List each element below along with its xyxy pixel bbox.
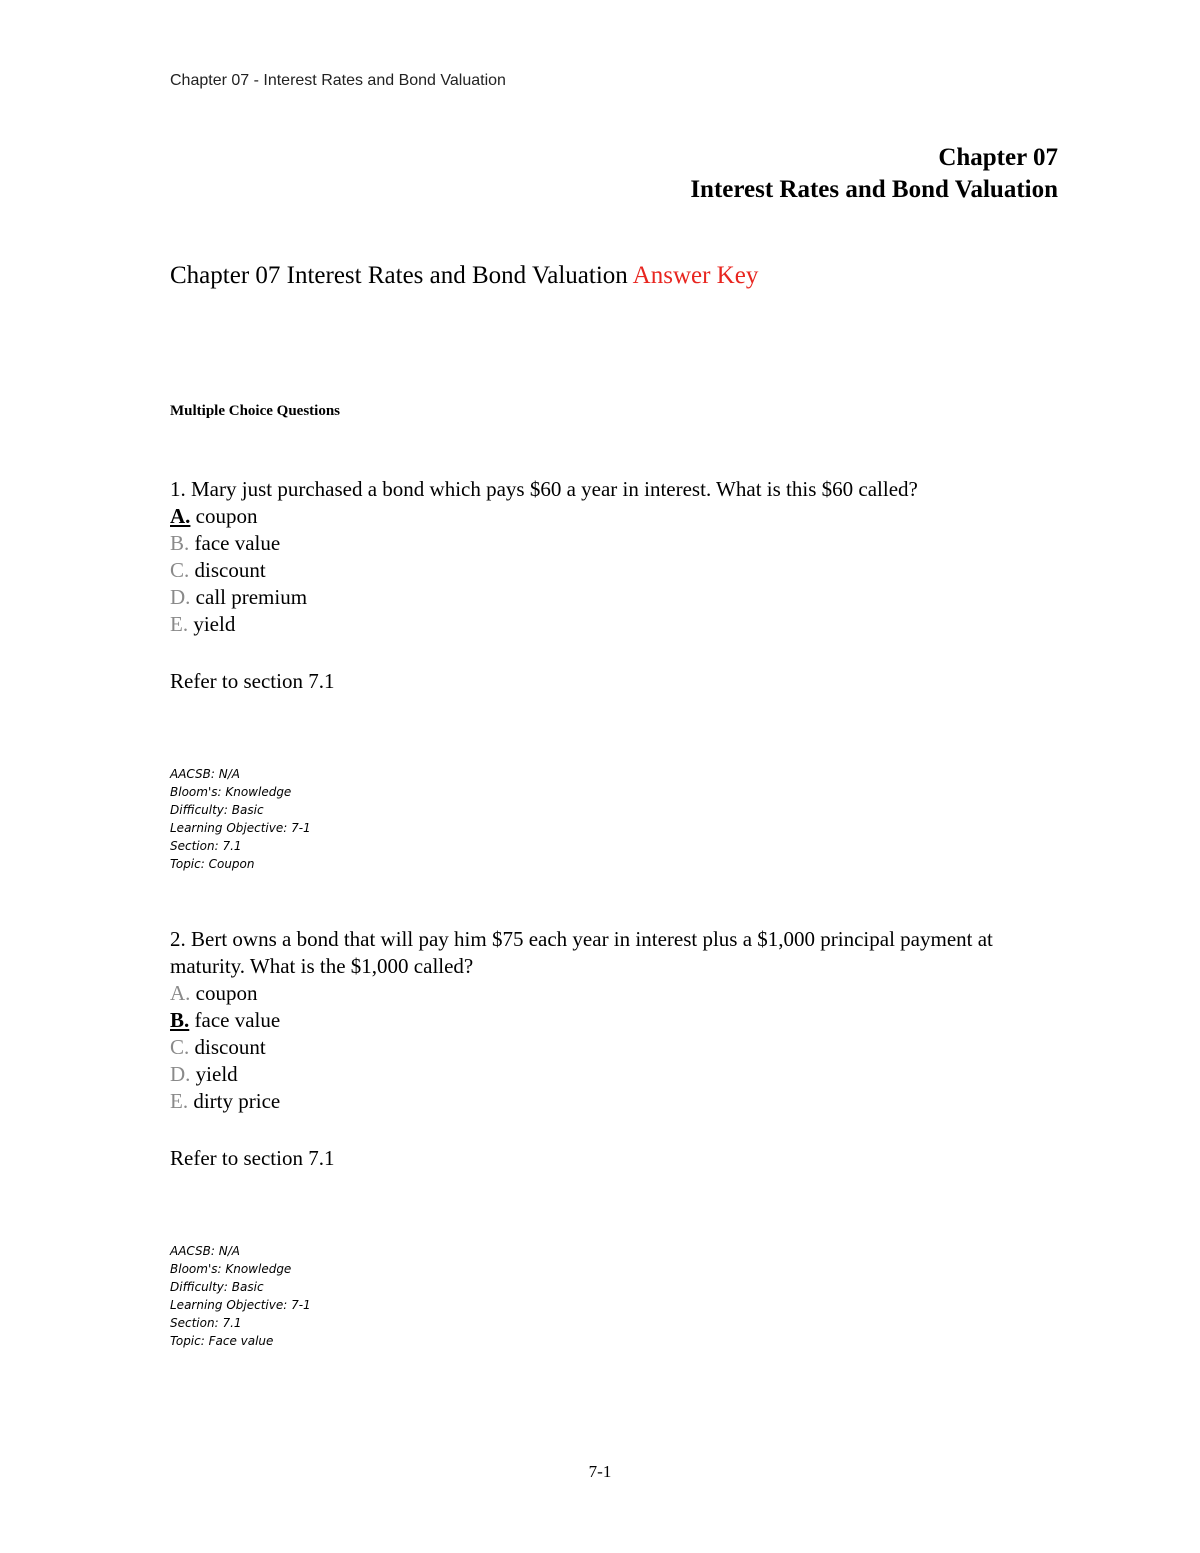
meta-topic: Topic: Coupon [170, 857, 255, 871]
choice-c [170, 557, 1030, 584]
choice-letter: C. [170, 1035, 190, 1059]
choice-letter: E. [170, 612, 189, 636]
choice-text: discount [194, 558, 266, 582]
meta-topic: Topic: Face value [170, 1334, 274, 1348]
meta-blooms: Bloom's: Knowledge [170, 1262, 292, 1276]
choice-text: coupon [195, 504, 258, 528]
meta-difficulty: Difficulty: Basic [170, 1280, 264, 1294]
choice-a [170, 503, 1030, 530]
choice-text: discount [194, 1035, 266, 1059]
meta-learning-objective: Learning Objective: 7-1 [170, 1298, 311, 1312]
meta-aacsb: AACSB: N/A [170, 767, 240, 781]
answer-key-heading [170, 262, 758, 290]
choice-e [170, 1088, 1030, 1115]
question-metadata [170, 1242, 1030, 1350]
question-stem: 2. Bert owns a bond that will pay him $75 each year in interest plus a $1,000 principal payment at maturity. What is the $1,000 called? [170, 927, 993, 978]
choice-letter: B. [170, 1008, 190, 1032]
choice-d [170, 1061, 1030, 1088]
question-stem: 1. Mary just purchased a bond which pays $60 a year in interest. What is this $60 called? [170, 477, 918, 501]
answer-key-label: Answer Key [632, 262, 759, 289]
question-1 [170, 476, 1030, 873]
refer-to-section: Refer to section 7.1 [170, 1146, 335, 1170]
title-line-2: Interest Rates and Bond Valuation [690, 176, 1058, 203]
choice-letter: A. [170, 504, 191, 528]
choice-text: yield [193, 612, 236, 636]
choice-b [170, 530, 1030, 557]
choice-letter: D. [170, 585, 191, 609]
choice-text: yield [195, 1062, 238, 1086]
refer-to-section: Refer to section 7.1 [170, 669, 335, 693]
meta-learning-objective: Learning Objective: 7-1 [170, 821, 311, 835]
meta-section: Section: 7.1 [170, 1316, 242, 1330]
meta-difficulty: Difficulty: Basic [170, 803, 264, 817]
running-header: Chapter 07 - Interest Rates and Bond Valuation [170, 72, 506, 89]
choice-b [170, 1007, 1030, 1034]
choice-letter: D. [170, 1062, 191, 1086]
question-metadata [170, 765, 1030, 873]
choice-d [170, 584, 1030, 611]
page-number: 7-1 [588, 1462, 612, 1481]
choice-letter: A. [170, 981, 191, 1005]
choice-e [170, 611, 1030, 638]
choice-text: coupon [195, 981, 258, 1005]
meta-aacsb: AACSB: N/A [170, 1244, 240, 1258]
question-2 [170, 926, 1030, 1350]
meta-blooms: Bloom's: Knowledge [170, 785, 292, 799]
choice-text: face value [194, 531, 281, 555]
choice-c [170, 1034, 1030, 1061]
choice-text: dirty price [193, 1089, 281, 1113]
choice-letter: C. [170, 558, 190, 582]
section-heading: Multiple Choice Questions [170, 403, 341, 419]
title-line-1: Chapter 07 [938, 144, 1058, 171]
choice-text: call premium [195, 585, 308, 609]
answer-key-prefix: Chapter 07 Interest Rates and Bond Valuation [170, 262, 628, 289]
choice-letter: B. [170, 531, 190, 555]
meta-section: Section: 7.1 [170, 839, 242, 853]
choice-text: face value [194, 1008, 281, 1032]
choice-letter: E. [170, 1089, 189, 1113]
document-title [690, 142, 1058, 206]
choice-a [170, 980, 1030, 1007]
